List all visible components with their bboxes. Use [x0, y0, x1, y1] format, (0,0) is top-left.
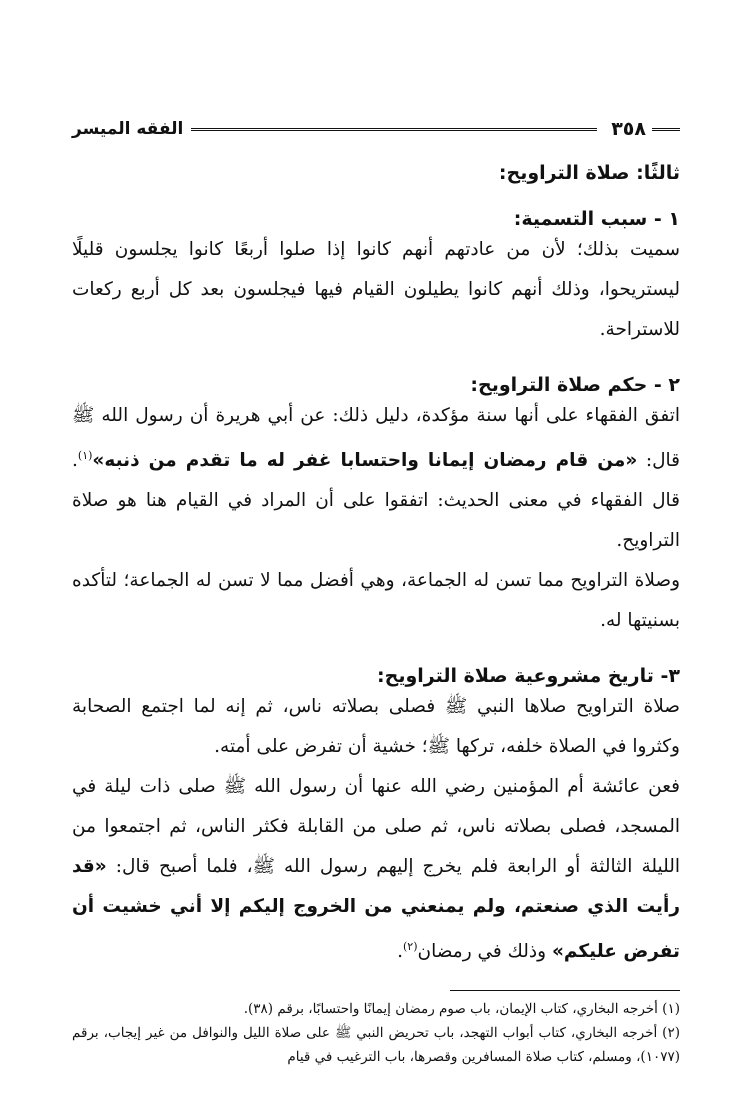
- footnote-1: (١) أخرجه البخاري، كتاب الإيمان، باب صوم رمضان إيمانًا واحتسابًا، برقم (٣٨).: [243, 1001, 680, 1018]
- paragraph-congregation: وصلاة التراويح مما تسن له الجماعة، وهي أفضل مما لا تسن له الجماعة؛ لتأكده بسنيتها له.: [72, 570, 680, 632]
- header-rule: [191, 128, 597, 131]
- text: . قال الفقهاء في معنى الحديث: اتفقوا على أن المراد في القيام هنا هو صلاة التراويح.: [72, 450, 680, 552]
- paragraph-aisha-hadith: [72, 767, 680, 972]
- text: فعن عائشة أم المؤمنين رضي الله عنها أن رسول الله ﷺ صلى ذات ليلة في المسجد، فصلى بصلاته ناس، ثم صلى من القابلة فكثر الناس، ثم اجتمعوا من الليلة الثالثة أو الرابعة فلم يخرج إليهم رسول الله ﷺ، فلما أصبح قال:: [72, 776, 680, 878]
- page-number: ٣٥٨: [611, 118, 646, 140]
- running-header: [72, 118, 680, 140]
- hadith-quote: «من قام رمضان إيمانا واحتسابا غفر له ما تقدم من ذنبه»: [92, 450, 638, 472]
- footnote-ref-1[interactable]: (١): [77, 449, 93, 462]
- section-heading-naming: ١ - سبب التسمية:: [513, 208, 680, 230]
- paragraph-naming: سميت بذلك؛ لأن من عادتهم أنهم كانوا إذا صلوا أربعًا كانوا يجلسون قليلًا ليستريحوا، وذلك أنهم كانوا يطيلون القيام فيها فيجلسون بعد كل أربع ركعات للاستراحة.: [72, 239, 680, 340]
- hadith-quote: «قد رأيت الذي صنعتم، ولم يمنعني من الخروج إليكم إلا أني خشيت أن تفرض عليكم»: [72, 856, 680, 963]
- section-heading-history: ٣- تاريخ مشروعية صلاة التراويح:: [377, 665, 680, 688]
- text: اتفق الفقهاء على أنها سنة مؤكدة، دليل ذلك: عن أبي هريرة أن رسول الله ﷺ قال:: [72, 405, 680, 472]
- footnote-2: (٢) أخرجه البخاري، كتاب أبواب التهجد، باب تحريض النبي ﷺ على صلاة الليل والنوافل من غير إيجاب، برقم (١٠٧٧)، ومسلم، كتاب صلاة المسافرين وقصرها، باب الترغيب في قيام: [72, 1025, 680, 1066]
- paragraph-ruling: [72, 396, 680, 561]
- book-title: الفقه الميسر: [72, 119, 184, 139]
- text: وذلك في رمضان: [417, 941, 552, 963]
- section-heading-ruling: ٢ - حكم صلاة التراويح:: [470, 374, 680, 396]
- text: .: [397, 941, 403, 963]
- header-rule-short: [652, 128, 680, 131]
- paragraph-history: صلاة التراويح صلاها النبي ﷺ فصلى بصلاته ناس، ثم إنه لما اجتمع الصحابة وكثروا في الصلاة خلفه، تركها ﷺ؛ خشية أن تفرض على أمته.: [72, 696, 680, 758]
- main-heading: ثالثًا: صلاة التراويح:: [498, 162, 680, 184]
- footnotes: [72, 997, 680, 1069]
- document-page: [72, 118, 680, 1069]
- footnote-separator: [450, 990, 680, 991]
- footnote-ref-2[interactable]: (٢): [403, 940, 418, 954]
